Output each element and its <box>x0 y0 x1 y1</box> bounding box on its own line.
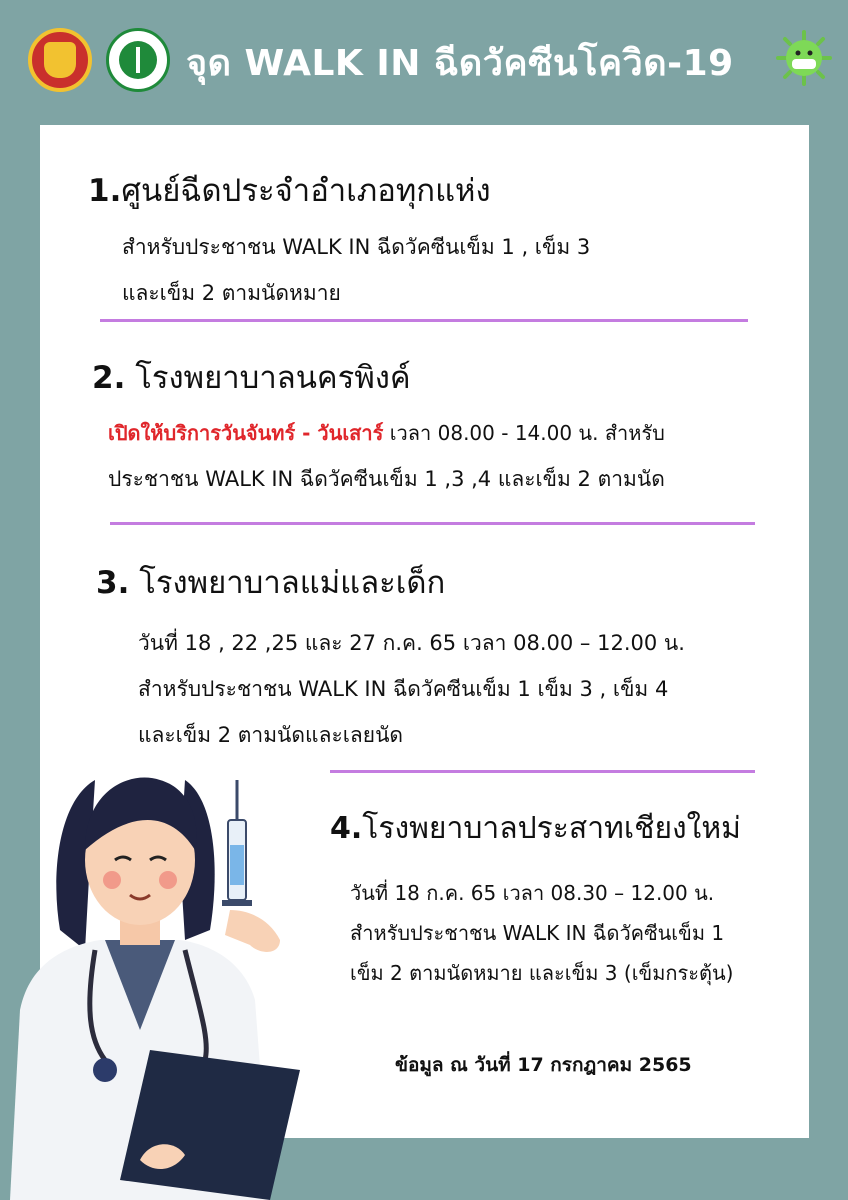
section-3-line-2: สำหรับประชาชน WALK IN ฉีดวัคซีนเข็ม 1 เข็ม 3 , เข็ม 4 <box>138 677 669 701</box>
section-1-line-2: และเข็ม 2 ตามนัดหมาย <box>122 281 341 305</box>
section-3-line-1: วันที่ 18 , 22 ,25 และ 27 ก.ค. 65 เวลา 08.00 – 12.00 น. <box>138 631 685 655</box>
section-2-title <box>92 352 411 402</box>
section-heading: ศูนย์ฉีดประจำอำเภอทุกแห่ง <box>121 173 491 209</box>
section-1-title <box>88 165 491 215</box>
section-number: 2. <box>92 360 126 396</box>
moph-logo-icon <box>106 28 170 92</box>
provincial-seal-icon <box>28 28 92 92</box>
service-days-highlight: เปิดให้บริการวันจันทร์ - วันเสาร์ <box>108 421 384 445</box>
header <box>0 0 848 120</box>
section-2-line-2: ประชาชน WALK IN ฉีดวัคซีนเข็ม 1 ,3 ,4 และเข็ม 2 ตามนัด <box>108 467 665 491</box>
section-number: 1. <box>88 173 122 209</box>
section-3-line-3: และเข็ม 2 ตามนัดและเลยนัด <box>138 723 404 747</box>
divider <box>110 522 755 525</box>
page-title: จุด WALK IN ฉีดวัคซีนโควิด-19 <box>186 43 734 84</box>
section-3-title <box>96 557 445 607</box>
section-heading: โรงพยาบาลประสาทเชียงใหม่ <box>362 811 741 846</box>
data-as-of-note: ข้อมูล ณ วันที่ 17 กรกฎาคม 2565 <box>395 1054 692 1076</box>
section-4-line-3: เข็ม 2 ตามนัดหมาย และเข็ม 3 (เข็มกระตุ้น) <box>350 961 734 985</box>
section-4-line-1: วันที่ 18 ก.ค. 65 เวลา 08.30 – 12.00 น. <box>350 881 715 905</box>
doctor-illustration <box>0 740 340 1200</box>
section-1-line-1: สำหรับประชาชน WALK IN ฉีดวัคซีนเข็ม 1 , เข็ม 3 <box>122 235 591 259</box>
section-number: 3. <box>96 565 130 601</box>
section-number: 4. <box>330 811 363 846</box>
divider <box>330 770 755 773</box>
section-heading: โรงพยาบาลนครพิงค์ <box>135 360 411 396</box>
service-hours: เวลา 08.00 - 14.00 น. สำหรับ <box>383 421 665 445</box>
virus-mask-icon <box>776 30 832 86</box>
section-heading: โรงพยาบาลแม่และเด็ก <box>139 565 446 601</box>
section-4-line-2: สำหรับประชาชน WALK IN ฉีดวัคซีนเข็ม 1 <box>350 921 725 945</box>
section-4-title <box>330 805 741 852</box>
section-2-line-1 <box>108 417 665 449</box>
divider <box>100 319 748 322</box>
